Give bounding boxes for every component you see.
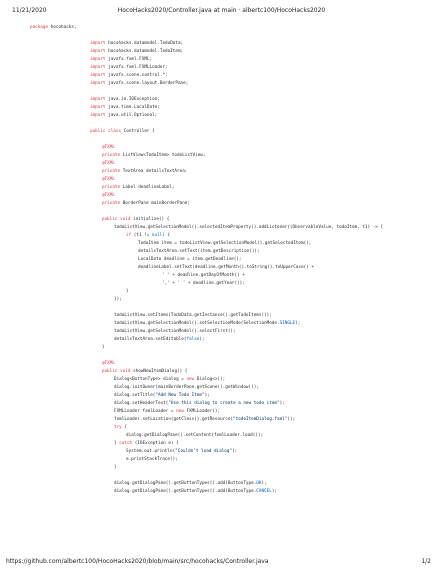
code-line: FXMLLoader fxmlLoader = new FXMLLoader(); [114, 409, 221, 414]
code-line: } [102, 345, 105, 350]
code-line: import javafx.fxml.FXML; [90, 57, 153, 62]
code-line: todoListView.getSelectionModel().setSelectionMode(SelectionMode.SINGLE); [114, 321, 301, 326]
code-line: private TextArea detailsTextArea; [102, 169, 188, 174]
code-line: dialog.setTitle("Add New Todo Item"); [114, 393, 210, 398]
code-line: if (t1 != null) { [126, 233, 171, 238]
code-line: dialog.initOwner(mainBorderPane.getScene().getWindow()); [114, 385, 259, 390]
code-line: System.out.println("Couldn't load dialog"); [126, 449, 238, 454]
code-line: } [114, 465, 117, 470]
code-line: e.printStackTrace(); [126, 457, 178, 462]
code-line: ',' + ' ' + deadline.getYear()); [162, 281, 245, 286]
code-line: dialog.getDialogPane().getButtonTypes().add(ButtonType.OK); [114, 481, 267, 486]
code-line: private BorderPane mainBorderPane; [102, 201, 190, 206]
code-line: Dialog<ButtonType> dialog = new Dialog<>(); [114, 377, 226, 382]
code-line: import java.time.LocalDate; [90, 105, 160, 110]
code-line: @FXML [102, 177, 115, 182]
code-line: detailsTextArea.setEditable(false); [114, 337, 205, 342]
code-line: import javafx.fxml.FXMLLoader; [90, 65, 168, 70]
code-line: import java.io.IOException; [90, 97, 160, 102]
code-line: try { [114, 425, 127, 430]
code-line: ' ' + deadline.getDayOfMonth() + [162, 273, 245, 278]
print-footer [0, 557, 443, 567]
page-number: 1/2 [421, 558, 431, 565]
code-line: @FXML [102, 161, 115, 166]
code-line: todoListView.getSelectionModel().selectedItemProperty().addListener((ObservableValue, todoItem, t1) -> { [114, 225, 384, 230]
code-line: public void showNewItemDialog() { [102, 369, 188, 374]
code-line: TodoItem item = todoListView.getSelectionModel().getSelectedItem(); [138, 241, 312, 246]
page-url[interactable]: https://github.com/albertc100/HocoHacks2020/blob/main/src/hocohacks/Controller.java [6, 558, 269, 565]
print-header [0, 6, 443, 16]
code-line: import javafx.scene.layout.BorderPane; [90, 81, 189, 86]
code-line: import hocohacks.datamodel.TodoData; [90, 41, 184, 46]
code-line: } catch (IOException e) { [114, 441, 179, 446]
code-line: @FXML [102, 145, 115, 150]
code-line: dialog.setHeaderText("Use this dialog to create a new todo item"); [114, 401, 285, 406]
code-line: @FXML [102, 361, 115, 366]
code-line: deadlineLabel.setText(deadline.getMonth().toString().toUpperCase() + [138, 265, 314, 270]
code-line: import java.util.Optional; [90, 113, 158, 118]
code-line: private ListView<TodoItem> todoListView; [102, 153, 206, 158]
code-line: detailsTextArea.setText(item.getDescription()); [138, 249, 260, 254]
code-line: LocalDate deadline = item.getDeadline(); [138, 257, 242, 262]
page-title: HocoHacks2020/Controller.java at main · albertc100/HocoHacks2020 [117, 7, 326, 14]
code-line: private Label deadlineLabel; [102, 185, 175, 190]
code-line: dialog.getDialogPane().getButtonTypes().add(ButtonType.CANCEL); [114, 489, 278, 494]
code-line: dialog.getDialogPane().setContent(fxmlLoader.load()); [126, 433, 264, 438]
code-line: package hocohacks; [30, 25, 77, 30]
code-line: import hocohacks.datamodel.TodoItem; [90, 49, 184, 54]
print-date: 11/21/2020 [12, 7, 47, 14]
code-line: fxmlLoader.setLocation(getClass().getResource("todoItemDialog.fxml")); [114, 417, 296, 422]
code-line: public void initialize() { [102, 217, 170, 222]
code-line: todoListView.getSelectionModel().selectFirst(); [114, 329, 236, 334]
code-line: } [126, 289, 129, 294]
code-line: @FXML [102, 193, 115, 198]
code-line: }); [114, 297, 122, 302]
code-line: public class Controller { [90, 129, 155, 134]
code-line: import javafx.scene.control.*; [90, 73, 168, 78]
code-line: todoListView.setItems(TodoData.getInstance().getTodoItems()); [114, 313, 272, 318]
